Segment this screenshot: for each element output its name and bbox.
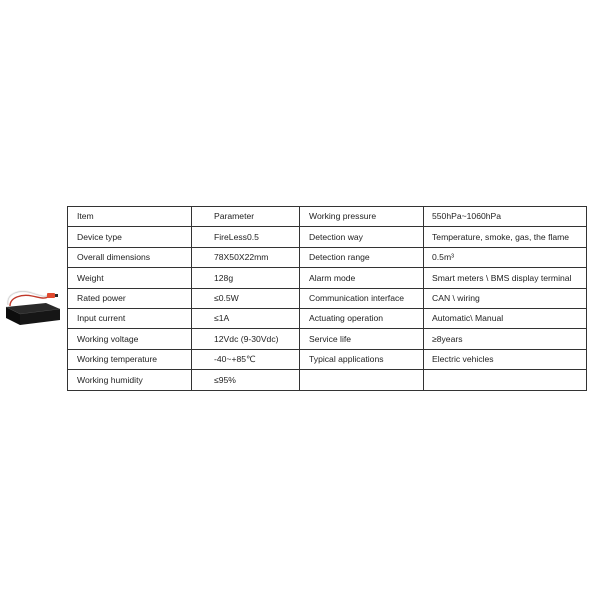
table-row [68,329,587,349]
table-cell: Working temperature [68,349,192,369]
table-cell: ≤0.5W [192,288,300,308]
table-cell: Temperature, smoke, gas, the flame [424,227,587,247]
table-cell: 0.5m³ [424,247,587,267]
table-cell: Typical applications [300,349,424,369]
table-cell: 12Vdc (9-30Vdc) [192,329,300,349]
table-cell: Alarm mode [300,268,424,288]
table-cell: ≤1A [192,308,300,328]
table-cell: Detection range [300,247,424,267]
table-cell: Weight [68,268,192,288]
table-row [68,227,587,247]
device-icon [2,285,62,333]
table-cell: FireLess0.5 [192,227,300,247]
table-cell [424,370,587,390]
table-cell: Device type [68,227,192,247]
table-cell: Parameter [192,207,300,227]
table-row [68,349,587,369]
table-cell: ≥8years [424,329,587,349]
table-cell: Rated power [68,288,192,308]
table-row [68,288,587,308]
table-cell: CAN \ wiring [424,288,587,308]
table-cell: ≤95% [192,370,300,390]
table-row [68,268,587,288]
product-image [2,285,62,333]
table-cell [300,370,424,390]
table-cell: Working pressure [300,207,424,227]
table-cell: Working humidity [68,370,192,390]
table-cell: 550hPa~1060hPa [424,207,587,227]
table-cell: Actuating operation [300,308,424,328]
table-row [68,308,587,328]
table-cell: Item [68,207,192,227]
table-cell: Working voltage [68,329,192,349]
table-cell: Smart meters \ BMS display terminal [424,268,587,288]
table-row [68,370,587,390]
table-cell: Input current [68,308,192,328]
spec-table-body [68,207,587,391]
table-row [68,207,587,227]
spec-table [67,206,587,391]
table-cell: Automatic\ Manual [424,308,587,328]
table-cell: Overall dimensions [68,247,192,267]
table-cell: 128g [192,268,300,288]
table-cell: Communication interface [300,288,424,308]
table-cell: -40~+85℃ [192,349,300,369]
table-cell: Electric vehicles [424,349,587,369]
table-row [68,247,587,267]
table-cell: Service life [300,329,424,349]
table-cell: Detection way [300,227,424,247]
table-cell: 78X50X22mm [192,247,300,267]
